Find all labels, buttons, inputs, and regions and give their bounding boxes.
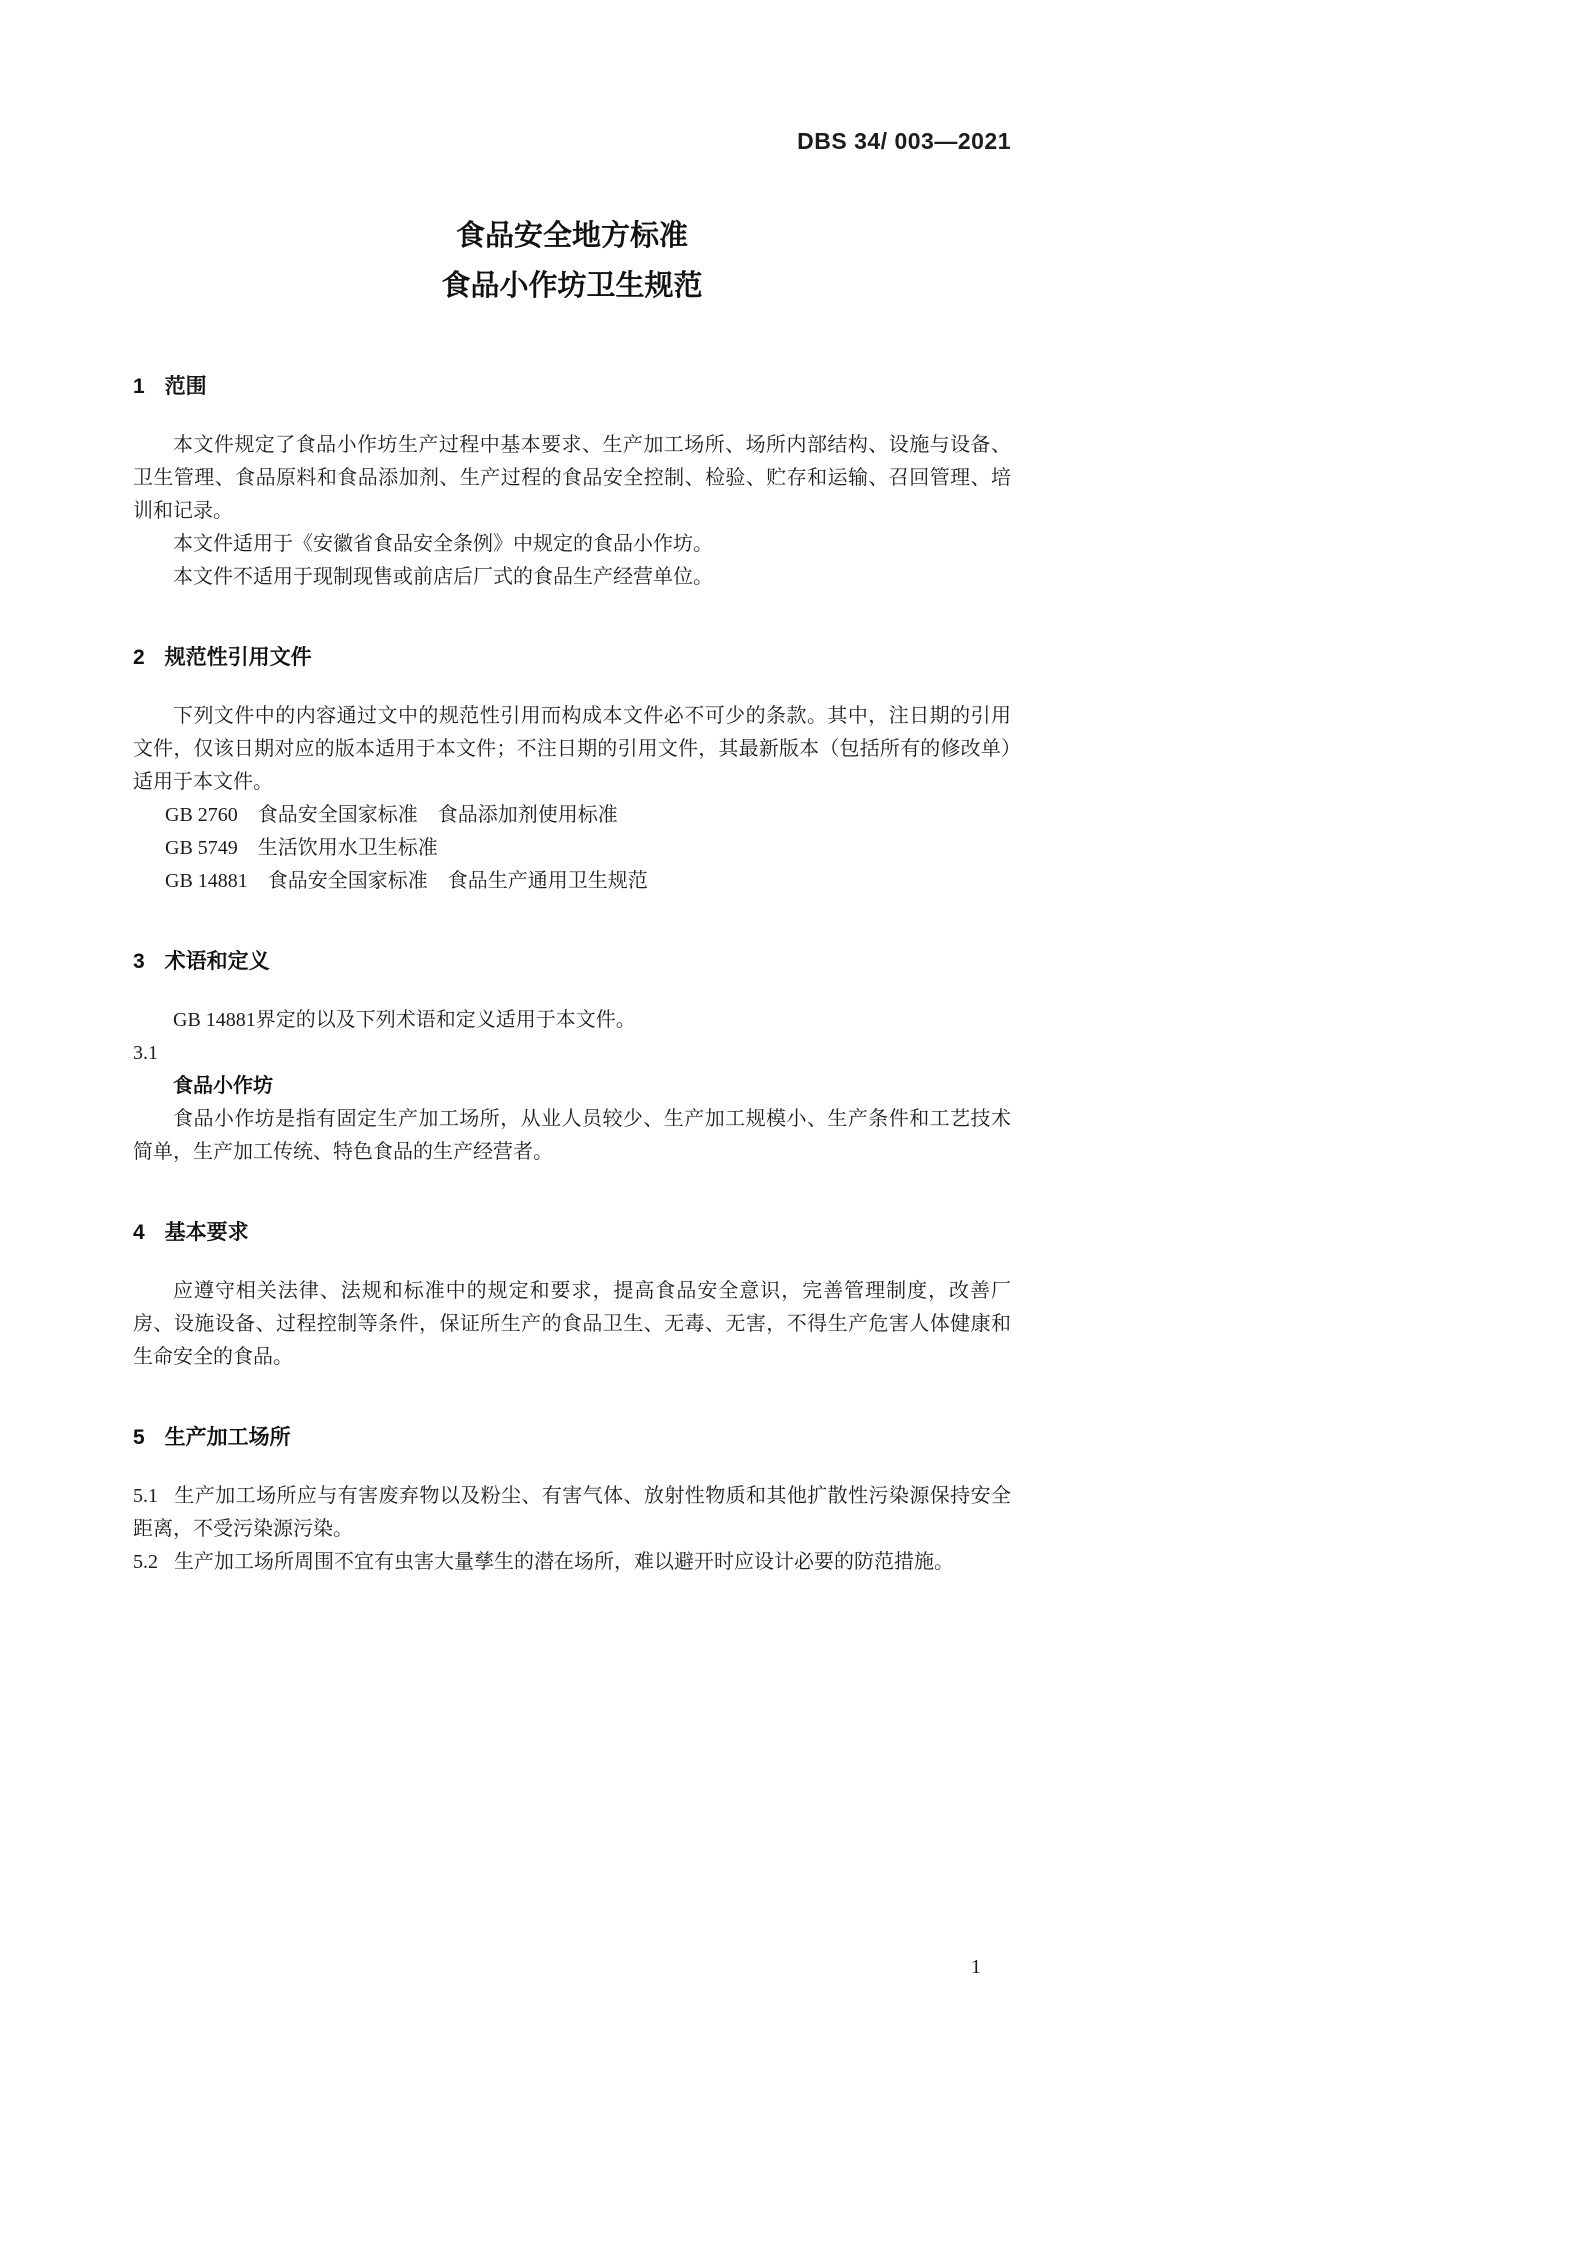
paragraph: 本文件适用于《安徽省食品安全条例》中规定的食品小作坊。: [173, 533, 713, 555]
section-1-heading: [133, 373, 1011, 401]
document-title-line2: 食品小作坊卫生规范: [441, 270, 703, 302]
document-content: [133, 0, 1011, 1579]
paragraph: 下列文件中的内容通过文中的规范性引用而构成本文件必不可少的条款。其中，注日期的引用文件，仅该日期对应的版本适用于本文件；不注日期的引用文件，其最新版本（包括所有的修改单）适用于本文件。: [133, 705, 1011, 793]
reference-list: [165, 799, 1011, 898]
clause-5-2-number: 5.2: [133, 1551, 158, 1573]
standard-code: DBS 34/ 003—2021: [797, 128, 1011, 154]
section-3-title: 术语和定义: [164, 950, 270, 973]
clause-5-2-text: 生产加工场所周围不宜有虫害大量孳生的潜在场所，难以避开时应设计必要的防范措施。: [174, 1551, 954, 1573]
section-1-title: 范围: [164, 375, 207, 398]
section-5-production-sites: [133, 1424, 1011, 1579]
section-1-scope: [133, 373, 1011, 594]
clause-5-2: [133, 1546, 1011, 1579]
clause-5-1-text: 生产加工场所应与有害废弃物以及粉尘、有害气体、放射性物质和其他扩散性污染源保持安全距离，不受污染源污染。: [133, 1485, 1011, 1540]
section-3-heading: [133, 948, 1011, 976]
page-number: 1: [971, 1956, 981, 1978]
paragraph: 应遵守相关法律、法规和标准中的规定和要求，提高食品安全意识，完善管理制度，改善厂房、设施设备、过程控制等条件，保证所生产的食品卫生、无毒、无害，不得生产危害人体健康和生命安全的食品。: [133, 1280, 1011, 1368]
paragraph: 本文件不适用于现制现售或前店后厂式的食品生产经营单位。: [173, 566, 713, 588]
section-3-number: 3: [133, 950, 145, 973]
paragraph: 本文件规定了食品小作坊生产过程中基本要求、生产加工场所、场所内部结构、设施与设备、卫生管理、食品原料和食品添加剂、生产过程的食品安全控制、检验、贮存和运输、召回管理、培训和记录。: [133, 434, 1011, 522]
section-2-title: 规范性引用文件: [164, 646, 312, 669]
reference-item: GB 14881 食品安全国家标准 食品生产通用卫生规范: [165, 870, 648, 892]
clause-5-1: [133, 1480, 1011, 1546]
clause-number-3-1: 3.1: [133, 1042, 158, 1064]
section-2-number: 2: [133, 646, 145, 669]
paragraph: GB 14881界定的以及下列术语和定义适用于本文件。: [173, 1009, 636, 1031]
section-4-number: 4: [133, 1221, 145, 1244]
section-4-basic-requirements: [133, 1219, 1011, 1374]
document-title-line1: 食品安全地方标准: [455, 220, 688, 252]
section-5-title: 生产加工场所: [164, 1426, 291, 1449]
term-definition: 食品小作坊是指有固定生产加工场所，从业人员较少、生产加工规模小、生产条件和工艺技术简单，生产加工传统、特色食品的生产经营者。: [133, 1108, 1011, 1163]
section-4-heading: [133, 1219, 1011, 1247]
reference-item: GB 5749 生活饮用水卫生标准: [165, 837, 438, 859]
reference-item: GB 2760 食品安全国家标准 食品添加剂使用标准: [165, 804, 618, 826]
section-1-number: 1: [133, 375, 145, 398]
section-5-number: 5: [133, 1426, 145, 1449]
document-title: [133, 211, 1011, 311]
section-5-heading: [133, 1424, 1011, 1452]
section-2-normative-references: [133, 644, 1011, 898]
section-4-title: 基本要求: [164, 1221, 249, 1244]
term-name: 食品小作坊: [173, 1075, 273, 1097]
section-2-heading: [133, 644, 1011, 672]
section-3-terms-and-definitions: [133, 948, 1011, 1169]
clause-5-1-number: 5.1: [133, 1485, 158, 1507]
